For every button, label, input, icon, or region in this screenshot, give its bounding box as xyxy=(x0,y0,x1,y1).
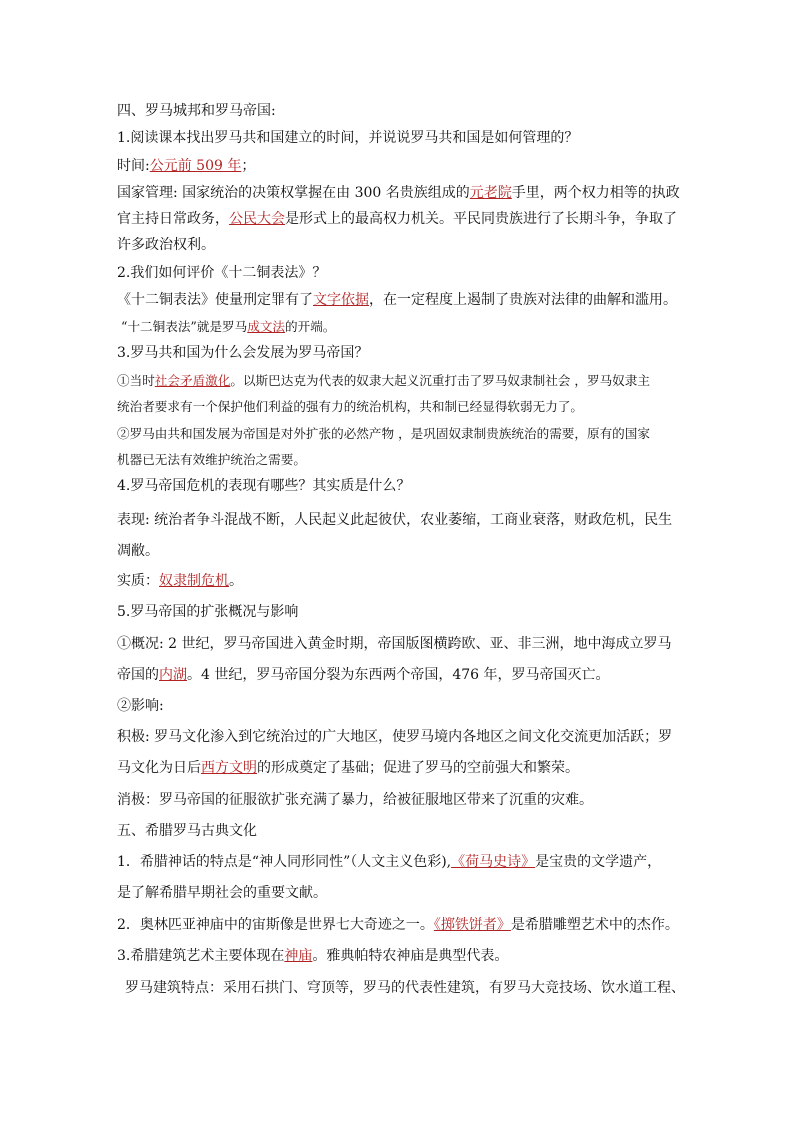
highlight-social-conflict: 社会矛盾激化 xyxy=(154,373,231,388)
answer-1-gov-line2: 官主持日常政务，公民大会是形式上的最高权力机关。平民同贵族进行了长期斗争，争取了 xyxy=(117,211,677,227)
question-2: 2.我们如何评价《十二铜表法》？ xyxy=(117,265,327,281)
answer-4-manifest-line1: 表现: 统治者争斗混战不断，人民起义此起彼伏，农业萎缩，工商业衰落，财政危机，民生 xyxy=(117,512,673,528)
s5-item2: 2．奥林匹亚神庙中的宙斯像是世界七大奇迹之一。《掷铁饼者》是希腊雕塑艺术中的杰作。 xyxy=(117,917,679,933)
answer-5-impact-label: ②影响: xyxy=(117,698,164,714)
answer-1-gov-line3: 许多政治权利。 xyxy=(117,237,215,253)
question-5: 5.罗马帝国的扩张概况与影响 xyxy=(117,604,299,620)
answer-4-essence: 实质：奴隶制危机。 xyxy=(117,573,243,589)
highlight-inland-lake: 内湖 xyxy=(159,667,187,683)
section-5-heading: 五、希腊罗马古典文化 xyxy=(117,823,257,839)
s5-roman-architecture: 罗马建筑特点：采用石拱门、穹顶等，罗马的代表性建筑，有罗马大竞技场、饮水道工程、 xyxy=(125,980,685,996)
highlight-509bc: 公元前 509 年 xyxy=(149,158,242,174)
answer-3-point2-line2: 机器已无法有效维护统治之需要。 xyxy=(117,452,306,467)
highlight-temple: 神庙 xyxy=(284,948,313,964)
answer-3-point1-line1: ①当时社会矛盾激化。以斯巴达克为代表的奴隶大起义沉重打击了罗马奴隶制社会 ，罗马奴隶主 xyxy=(117,373,650,388)
answer-5-overview-line2: 帝国的内湖。4 世纪，罗马帝国分裂为东西两个帝国，476 年，罗马帝国灭亡。 xyxy=(117,667,610,683)
highlight-discobolus: 《掷铁饼者》 xyxy=(433,917,511,933)
answer-1-time: 时间:公元前 509 年； xyxy=(117,158,256,174)
answer-3-point2-line1: ②罗马由共和国发展为帝国是对外扩张的必然产物 ，是巩固奴隶制贵族统治的需要，原有的国家 xyxy=(117,426,650,441)
highlight-written-law: 成文法 xyxy=(247,319,286,334)
time-label: 时间: xyxy=(117,158,150,174)
s5-item1-line2: 是了解希腊早期社会的重要文献。 xyxy=(117,885,327,901)
answer-2-line2: “十二铜表法”就是罗马成文法的开端。 xyxy=(121,319,336,334)
highlight-written-basis: 文字依据 xyxy=(313,292,369,308)
highlight-homer-epics: 《荷马史诗》 xyxy=(451,854,536,870)
highlight-western-civ: 西方文明 xyxy=(201,760,257,776)
answer-2-line1: 《十二铜表法》使量刑定罪有了文字依据，在一定程度上遏制了贵族对法律的曲解和滥用。 xyxy=(117,292,677,308)
answer-1-gov-line1: 国家管理: 国家统治的决策权掌握在由 300 名贵族组成的元老院手里，两个权力相等的执政 xyxy=(117,185,680,201)
s5-item1-line1: 1．希腊神话的特点是“神人同形同性”（人文主义色彩),《荷马史诗》是宝贵的文学遗产， xyxy=(117,854,662,870)
s5-item3: 3.希腊建筑艺术主要体现在神庙。雅典帕特农神庙是典型代表。 xyxy=(117,948,509,964)
question-4: 4.罗马帝国危机的表现有哪些？其实质是什么？ xyxy=(117,478,411,494)
question-3: 3.罗马共和国为什么会发展为罗马帝国？ xyxy=(117,345,369,361)
answer-5-positive-line1: 积极: 罗马文化渗入到它统治过的广大地区，使罗马境内各地区之间文化交流更加活跃；罗 xyxy=(117,729,673,745)
highlight-assembly: 公民大会 xyxy=(229,211,285,227)
answer-3-point1-line2: 统治者要求有一个保护他们利益的强有力的统治机构，共和制已经显得软弱无力了。 xyxy=(117,399,583,414)
highlight-slavery-crisis: 奴隶制危机 xyxy=(159,573,229,589)
answer-5-positive-line2: 马文化为日后西方文明的形成奠定了基础；促进了罗马的空前强大和繁荣。 xyxy=(117,760,579,776)
answer-5-overview-line1: ①概况: 2 世纪，罗马帝国进入黄金时期，帝国版图横跨欧、亚、非三洲，地中海成立罗马 xyxy=(117,636,672,652)
section-4-heading: 四、罗马城邦和罗马帝国: xyxy=(117,103,276,119)
answer-4-manifest-line2: 凋敝。 xyxy=(117,543,159,559)
question-1: 1.阅读课本找出罗马共和国建立的时间，并说说罗马共和国是如何管理的？ xyxy=(117,130,579,146)
answer-5-negative: 消极：罗马帝国的征服欲扩张充满了暴力，给被征服地区带来了沉重的灾难。 xyxy=(117,792,593,808)
highlight-senate: 元老院 xyxy=(469,185,512,201)
